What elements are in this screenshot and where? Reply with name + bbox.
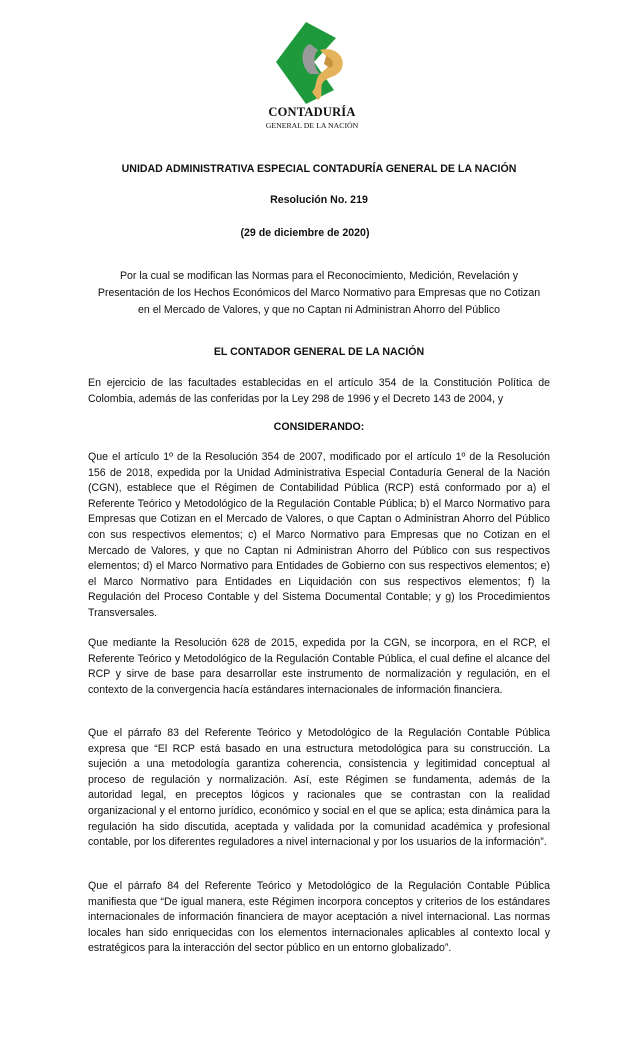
paragraph-2 (88, 636, 550, 698)
paragraph-text: Que mediante la Resolución 628 de 2015, expedida por la CGN, se incorpora, en el RCP, el Referente Teórico y Metodológico de la Regulación Contable Pública, el cual define el alcance del RCP y sirve de base para desarrollar este instrumento de normalización y regulación, en el contexto de la convergencia hacía estándares internacionales de información financiera. (88, 637, 550, 696)
paragraph-3 (88, 726, 550, 851)
resolution-number: Resolución No. 219 (270, 194, 368, 206)
paragraph-text: Que el párrafo 83 del Referente Teórico y Metodológico de la Regulación Contable Pública expresa que “El RCP está basado en una estructura metodológica para su construcción. La sujeción a una metodología garantiza coherencia, consistencia y legitimidad conceptual al proceso de regulación y normalización. Así, este Régimen se fundamenta, además de la autoridad legal, en preceptos lógicos y racionales que se contrastan con la realidad organizacional y el entorno jurídico, económico y social en el que se aplica; esta dinámica para la regulación ha sido discutida, aceptada y validada por la comunidad académica y profesional contable, por los diferentes reguladores a nivel internacional y por los usuarios de la información”. (88, 727, 550, 849)
cgn-emblem-icon (276, 20, 348, 104)
cgn-logo (262, 20, 362, 135)
powers-text: En ejercicio de las facultades establecidas en el artículo 354 de la Constitución Política de Colombia, además de las conferidas por la Ley 298 de 1996 y el Decreto 143 de 2004, y (88, 377, 550, 405)
resolution-summary: Por la cual se modifican las Normas para el Reconocimiento, Medición, Revelación y Presentación de los Hechos Económicos del Marco Normativo para Empresas que no Cotizan en el Mercado de Valores, y que no Captan ni Administran Ahorro del Público (97, 270, 541, 316)
logo-wordmark: CONTADURÍA (268, 105, 356, 119)
authority-heading: EL CONTADOR GENERAL DE LA NACIÓN (213, 346, 425, 358)
powers-paragraph (88, 376, 550, 407)
resolution-date: (29 de diciembre de 2020) (240, 227, 370, 239)
paragraph-1 (88, 450, 550, 622)
logo-subtitle: GENERAL DE LA NACIÓN (265, 121, 359, 130)
paragraph-text: Que el artículo 1º de la Resolución 354 de 2007, modificado por el artículo 1º de la Resolución 156 de 2018, expedida por la Unidad Administrativa Especial Contaduría General de la Nación (CGN), establece que el Régimen de Contabilidad Pública (RCP) está conformado por a) el Referente Teórico y Metodológico de la Regulación Contable Pública; b) el Marco Normativo para Empresas que Cotizan en el Mercado de Valores, o que Captan o Administran Ahorro del Público con sus respectivos elementos; c) el Marco Normativo para Empresas que no Cotizan en el Mercado de Valores, y que no Captan ni Administran Ahorro del Público con sus respectivos elementos; d) el Marco Normativo para Entidades de Gobierno con sus respectivos elementos; e) el Marco Normativo para Entidades en Liquidación con sus respectivos elementos; f) la Regulación del Proceso Contable y del Sistema Documental Contable; y g) los Procedimientos Transversales. (88, 451, 550, 619)
considerando-heading: CONSIDERANDO: (273, 421, 365, 433)
entity-title: UNIDAD ADMINISTRATIVA ESPECIAL CONTADURÍA GENERAL DE LA NACIÓN (121, 163, 517, 175)
paragraph-text: Que el párrafo 84 del Referente Teórico y Metodológico de la Regulación Contable Pública manifiesta que “De igual manera, este Régimen incorpora conceptos y criterios de los estándares internacionales de información financiera de mayor aceptación a nivel internacional. Las normas locales han sido enriquecidas con los elementos internacionales aplicables al contexto local y estratégicos para la interacción del sector público en un entorno globalizado”. (88, 880, 550, 955)
paragraph-4 (88, 879, 550, 957)
